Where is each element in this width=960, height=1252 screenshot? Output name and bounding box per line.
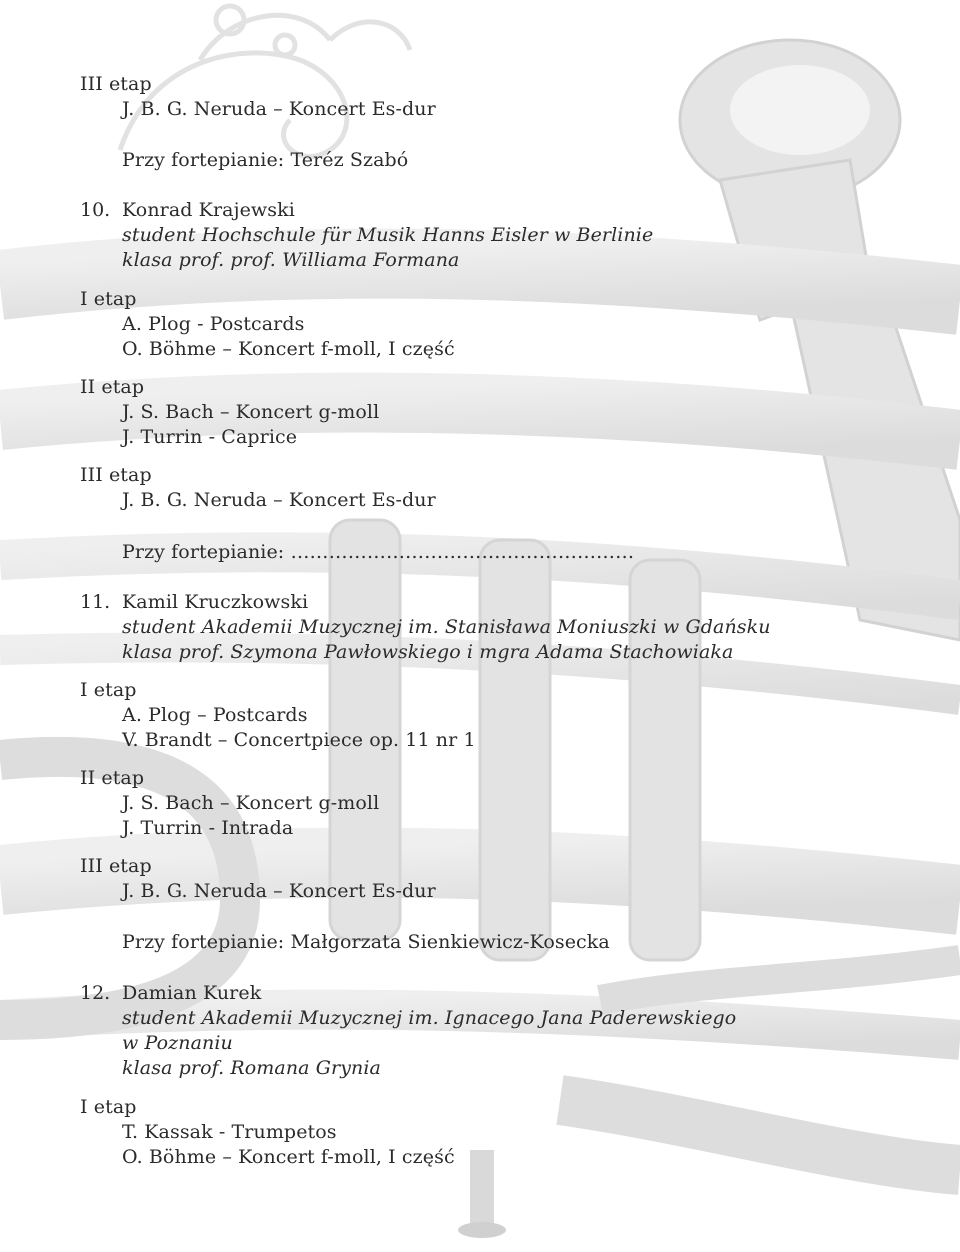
participant-number: 10.: [80, 199, 111, 221]
participant-number: 11.: [80, 591, 111, 613]
participant-name: Kamil Kruczkowski: [122, 591, 309, 613]
accompanist: Przy fortepianie: ………………………………………………: [122, 541, 635, 563]
piece: T. Kassak - Trumpetos: [122, 1121, 337, 1143]
participant-number: 12.: [80, 982, 111, 1004]
stage-label: II etap: [80, 376, 145, 398]
participant-school: student Akademii Muzycznej im. Stanisława Moniuszki w Gdańsku: [122, 616, 771, 638]
piece: J. Turrin - Intrada: [122, 817, 294, 839]
participant-school: student Hochschule für Musik Hanns Eisler w Berlinie: [122, 224, 654, 246]
piece: J. B. G. Neruda – Koncert Es-dur: [122, 880, 436, 902]
piece: O. Böhme – Koncert f-moll, I część: [122, 338, 455, 360]
participant-class: klasa prof. Szymona Pawłowskiego i mgra Adama Stachowiaka: [122, 641, 734, 663]
piece: J. S. Bach – Koncert g-moll: [122, 401, 380, 423]
stage-label: III etap: [80, 855, 152, 877]
piece: J. B. G. Neruda – Koncert Es-dur: [122, 489, 436, 511]
participant-name: Damian Kurek: [122, 982, 262, 1004]
piece: J. S. Bach – Koncert g-moll: [122, 792, 380, 814]
accompanist: Przy fortepianie: Małgorzata Sienkiewicz-Kosecka: [122, 931, 610, 953]
participant-school: student Akademii Muzycznej im. Ignacego Jana Paderewskiego: [122, 1007, 737, 1029]
stage-label: I etap: [80, 1096, 137, 1118]
piece: V. Brandt – Concertpiece op. 11 nr 1: [122, 729, 476, 751]
participant-school-city: w Poznaniu: [122, 1032, 233, 1054]
stage-label: III etap: [80, 464, 152, 486]
piece: A. Plog - Postcards: [122, 313, 305, 335]
accompanist: Przy fortepianie: Teréz Szabó: [122, 149, 409, 171]
piece: A. Plog – Postcards: [122, 704, 308, 726]
participant-class: klasa prof. prof. Williama Formana: [122, 249, 460, 271]
participant-name: Konrad Krajewski: [122, 199, 295, 221]
stage-label: III etap: [80, 73, 152, 95]
piece: J. B. G. Neruda – Koncert Es-dur: [122, 98, 436, 120]
stage-label: II etap: [80, 767, 145, 789]
stage-label: I etap: [80, 679, 137, 701]
piece: O. Böhme – Koncert f-moll, I część: [122, 1146, 455, 1168]
stage-label: I etap: [80, 288, 137, 310]
piece: J. Turrin - Caprice: [122, 426, 298, 448]
participant-class: klasa prof. Romana Grynia: [122, 1057, 381, 1079]
